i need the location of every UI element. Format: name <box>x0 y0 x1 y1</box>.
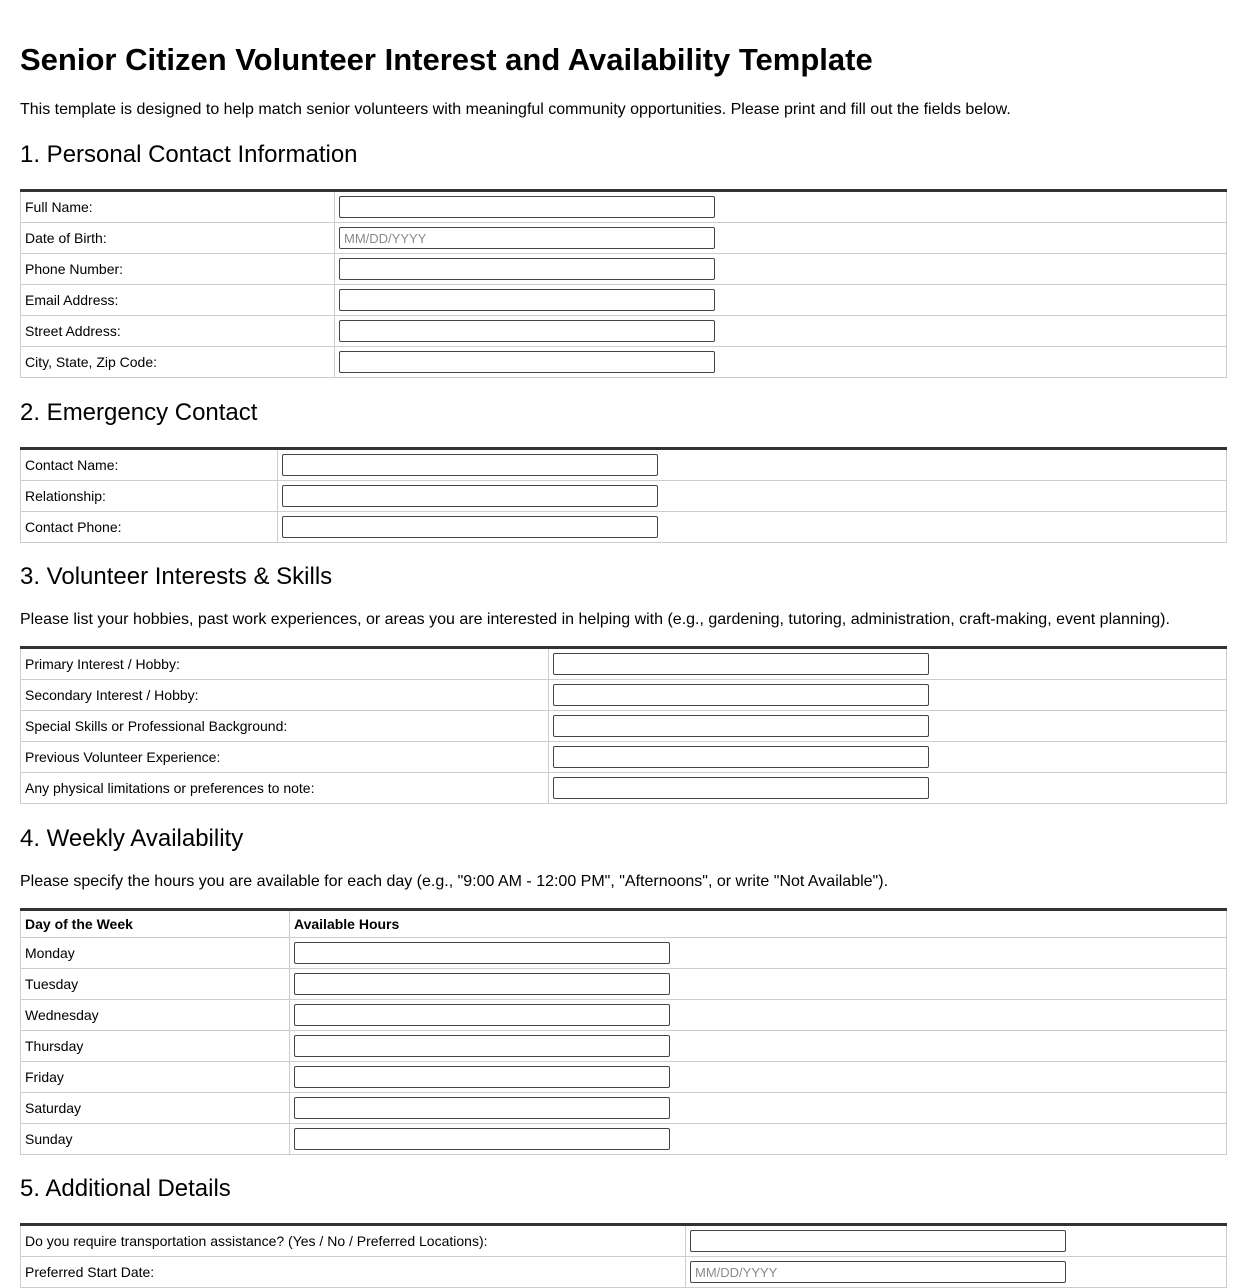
section-heading-emergency: 2. Emergency Contact <box>20 399 258 426</box>
field-label-special-skills: Special Skills or Professional Background: <box>21 711 549 742</box>
field-label-primary-interest: Primary Interest / Hobby: <box>21 648 549 680</box>
interests-table <box>20 646 1227 804</box>
form-row <box>21 680 1227 711</box>
transportation-field[interactable] <box>690 1230 1066 1252</box>
form-row <box>21 347 1227 378</box>
wednesday-hours-field[interactable] <box>294 1004 670 1026</box>
phone-number-field[interactable] <box>339 258 715 280</box>
field-label-relationship: Relationship: <box>21 481 278 512</box>
personal-contact-table <box>20 189 1227 378</box>
friday-hours-field[interactable] <box>294 1066 670 1088</box>
field-label-date-of-birth: Date of Birth: <box>21 223 335 254</box>
field-label-contact-phone: Contact Phone: <box>21 512 278 543</box>
section-heading-personal: 1. Personal Contact Information <box>20 141 358 168</box>
day-label-monday: Monday <box>21 938 290 969</box>
form-row <box>21 449 1227 481</box>
section-heading-additional: 5. Additional Details <box>20 1175 231 1202</box>
field-label-email-address: Email Address: <box>21 285 335 316</box>
additional-details-table <box>20 1223 1227 1288</box>
table-row <box>21 1062 1227 1093</box>
section-heading-interests: 3. Volunteer Interests & Skills <box>20 563 333 590</box>
day-label-wednesday: Wednesday <box>21 1000 290 1031</box>
emergency-contact-table <box>20 447 1227 543</box>
previous-experience-field[interactable] <box>553 746 929 768</box>
form-row <box>21 191 1227 223</box>
section-heading-availability: 4. Weekly Availability <box>20 825 244 852</box>
field-label-previous-experience: Previous Volunteer Experience: <box>21 742 549 773</box>
relationship-field[interactable] <box>282 485 658 507</box>
form-row <box>21 773 1227 804</box>
day-label-sunday: Sunday <box>21 1124 290 1155</box>
field-label-street-address: Street Address: <box>21 316 335 347</box>
form-row <box>21 1257 1227 1288</box>
special-skills-field[interactable] <box>553 715 929 737</box>
field-label-transportation: Do you require transportation assistance? (Yes / No / Preferred Locations): <box>21 1225 686 1257</box>
form-row <box>21 648 1227 680</box>
date-of-birth-field[interactable] <box>339 227 715 249</box>
day-label-tuesday: Tuesday <box>21 969 290 1000</box>
sunday-hours-field[interactable] <box>294 1128 670 1150</box>
form-row <box>21 223 1227 254</box>
thursday-hours-field[interactable] <box>294 1035 670 1057</box>
weekly-availability-table <box>20 908 1227 1155</box>
contact-name-field[interactable] <box>282 454 658 476</box>
table-row <box>21 1093 1227 1124</box>
column-header-hours: Available Hours <box>290 910 1227 938</box>
field-label-secondary-interest: Secondary Interest / Hobby: <box>21 680 549 711</box>
availability-instructions: Please specify the hours you are available for each day (e.g., "9:00 AM - 12:00 PM", "Afternoons", or write "Not Available"). <box>20 873 889 890</box>
form-row <box>21 742 1227 773</box>
table-row <box>21 969 1227 1000</box>
field-label-contact-name: Contact Name: <box>21 449 278 481</box>
table-header-row <box>21 910 1227 938</box>
start-date-field[interactable] <box>690 1261 1066 1283</box>
column-header-day: Day of the Week <box>21 910 290 938</box>
street-address-field[interactable] <box>339 320 715 342</box>
form-row <box>21 285 1227 316</box>
form-row <box>21 254 1227 285</box>
physical-limitations-field[interactable] <box>553 777 929 799</box>
primary-interest-field[interactable] <box>553 653 929 675</box>
city-state-zip-field[interactable] <box>339 351 715 373</box>
contact-phone-field[interactable] <box>282 516 658 538</box>
page-title: Senior Citizen Volunteer Interest and Availability Template <box>20 42 873 77</box>
saturday-hours-field[interactable] <box>294 1097 670 1119</box>
interests-instructions: Please list your hobbies, past work experiences, or areas you are interested in helping with (e.g., gardening, tutoring, administration, craft-making, event planning). <box>20 611 1170 628</box>
intro-text: This template is designed to help match senior volunteers with meaningful community opportunities. Please print and fill out the fields below. <box>20 101 1011 118</box>
form-row <box>21 711 1227 742</box>
form-row <box>21 1225 1227 1257</box>
field-label-start-date: Preferred Start Date: <box>21 1257 686 1288</box>
form-row <box>21 512 1227 543</box>
field-label-full-name: Full Name: <box>21 191 335 223</box>
tuesday-hours-field[interactable] <box>294 973 670 995</box>
full-name-field[interactable] <box>339 196 715 218</box>
field-label-city-state-zip: City, State, Zip Code: <box>21 347 335 378</box>
table-row <box>21 1031 1227 1062</box>
day-label-thursday: Thursday <box>21 1031 290 1062</box>
table-row <box>21 938 1227 969</box>
table-row <box>21 1124 1227 1155</box>
table-row <box>21 1000 1227 1031</box>
day-label-saturday: Saturday <box>21 1093 290 1124</box>
day-label-friday: Friday <box>21 1062 290 1093</box>
email-address-field[interactable] <box>339 289 715 311</box>
field-label-physical-limitations: Any physical limitations or preferences to note: <box>21 773 549 804</box>
monday-hours-field[interactable] <box>294 942 670 964</box>
form-row <box>21 316 1227 347</box>
field-label-phone-number: Phone Number: <box>21 254 335 285</box>
secondary-interest-field[interactable] <box>553 684 929 706</box>
form-row <box>21 481 1227 512</box>
